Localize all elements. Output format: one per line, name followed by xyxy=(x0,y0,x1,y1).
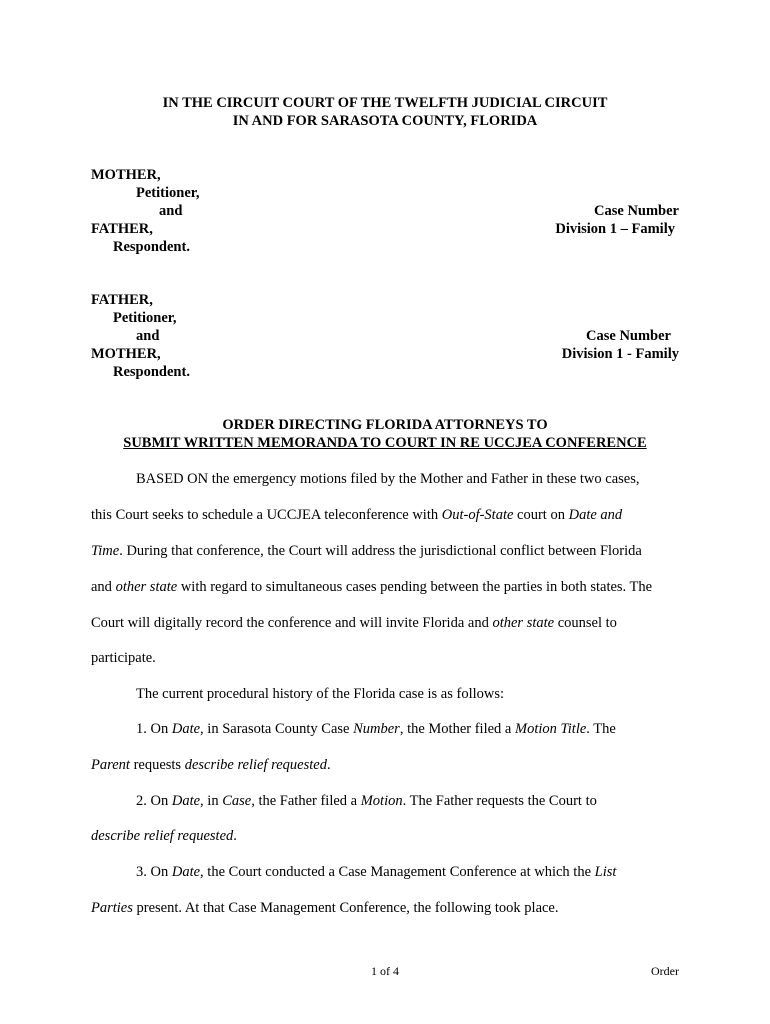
caption1-role1: Petitioner, xyxy=(136,185,200,201)
court-header-line2: IN AND FOR SARASOTA COUNTY, FLORIDA xyxy=(232,113,538,129)
caption2-role2: Respondent. xyxy=(113,364,190,380)
court-header-line1: IN THE CIRCUIT COURT OF THE TWELFTH JUDICIAL CIRCUIT xyxy=(162,95,608,111)
list-item-3-line1: 3. On Date, the Court conducted a Case Management Conference at which the List xyxy=(136,864,617,880)
caption2-party1: FATHER, xyxy=(91,292,153,308)
caption1-case-number: Case Number xyxy=(594,203,679,219)
body-p1-line3: Time. During that conference, the Court will address the jurisdictional conflict between Florida xyxy=(91,543,642,559)
list-item-3-line2: Parties present. At that Case Management Conference, the following took place. xyxy=(91,900,559,916)
body-p1-line2: this Court seeks to schedule a UCCJEA teleconference with Out-of-State court on Date and xyxy=(91,507,623,523)
caption1-division: Division 1 – Family xyxy=(555,221,675,237)
order-title-line1: ORDER DIRECTING FLORIDA ATTORNEYS TO xyxy=(222,417,548,433)
body-p1-line1: BASED ON the emergency motions filed by the Mother and Father in these two cases, xyxy=(136,471,640,487)
body-p2: The current procedural history of the Florida case is as follows: xyxy=(136,686,505,702)
caption1-role2: Respondent. xyxy=(113,239,190,255)
caption1-party2: FATHER, xyxy=(91,221,153,237)
list-item-1-line1: 1. On Date, in Sarasota County Case Number, the Mother filed a Motion Title. The xyxy=(136,721,616,737)
footer-label: Order xyxy=(651,964,679,978)
caption1-party1: MOTHER, xyxy=(91,167,161,183)
caption2-case-number: Case Number xyxy=(586,328,671,344)
list-item-1-line2: Parent requests describe relief requested. xyxy=(91,757,331,773)
caption2-and: and xyxy=(136,328,160,344)
list-item-2-line1: 2. On Date, in Case, the Father filed a Motion. The Father requests the Court to xyxy=(136,793,597,809)
caption2-division: Division 1 - Family xyxy=(561,346,679,362)
order-title-line2: SUBMIT WRITTEN MEMORANDA TO COURT IN RE UCCJEA CONFERENCE xyxy=(123,435,647,451)
list-item-2-line2: describe relief requested. xyxy=(91,828,237,844)
caption1-and: and xyxy=(159,203,183,219)
page-number: 1 of 4 xyxy=(371,964,399,978)
body-p1-line6: participate. xyxy=(91,650,156,666)
caption2-role1: Petitioner, xyxy=(113,310,177,326)
body-p1-line5: Court will digitally record the conference and will invite Florida and other state counsel to xyxy=(91,615,617,631)
caption2-party2: MOTHER, xyxy=(91,346,161,362)
body-p1-line4: and other state with regard to simultaneous cases pending between the parties in both states. The xyxy=(91,579,653,595)
